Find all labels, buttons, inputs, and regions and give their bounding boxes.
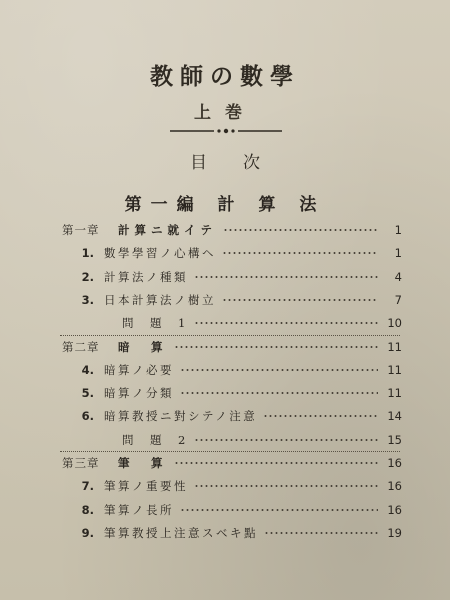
toc-chapter — [0, 338, 450, 356]
section-number: 3. — [81, 292, 94, 307]
leader-dots — [223, 221, 378, 239]
toc-section — [0, 524, 450, 542]
volume-label: 上巻 — [194, 103, 256, 123]
page-number: 4 — [394, 269, 402, 284]
page-number: 11 — [387, 386, 402, 401]
toc-chapter — [0, 221, 450, 239]
book-title: 教師の數學 — [150, 63, 300, 90]
page-number: 14 — [387, 409, 402, 424]
entry-title: 暗算教授ニ對シテノ注意 — [104, 409, 258, 424]
part-title: 第一編 計 算 法 — [124, 195, 326, 215]
entry-title: 筆算ノ長所 — [104, 502, 174, 517]
page-number: 16 — [387, 502, 402, 517]
toc-section — [0, 244, 450, 262]
toc-section — [0, 384, 450, 402]
section-number: 6. — [81, 409, 94, 424]
entry-title: 筆 算 — [118, 456, 168, 470]
toc-section — [0, 268, 450, 286]
page-number: 16 — [387, 479, 402, 494]
entry-title: 暗算ノ分類 — [104, 386, 174, 401]
page-number: 10 — [387, 316, 402, 331]
entry-title: 數學學習ノ心構ヘ — [104, 246, 216, 261]
entry-title: 日本計算法ノ樹立 — [104, 292, 216, 307]
entry-title: 暗 算 — [118, 339, 168, 354]
page-number: 11 — [387, 339, 402, 354]
leader-dots — [180, 501, 378, 519]
section-number: 1. — [81, 246, 94, 261]
toc-section — [0, 291, 450, 309]
toc-section — [0, 361, 450, 379]
section-number: 9. — [81, 525, 94, 540]
section-number: 7. — [81, 479, 94, 494]
leader-dots — [222, 291, 378, 309]
chapter-number: 第一章 — [62, 223, 100, 237]
entry-title: 筆算ノ重要性 — [104, 479, 188, 494]
leader-dots — [263, 407, 378, 425]
entry-title: 筆算教授上注意スベキ點 — [104, 525, 258, 540]
entry-title: 計算法ノ種類 — [104, 269, 188, 284]
page-number: 19 — [387, 525, 402, 540]
chapter-number: 第三章 — [62, 456, 100, 470]
leader-dots — [194, 268, 378, 286]
section-number: 5. — [81, 386, 94, 401]
section-number: 8. — [81, 502, 94, 517]
toc-chapter — [0, 454, 450, 472]
toc-section — [0, 501, 450, 519]
leader-dots — [174, 338, 379, 356]
leader-dots — [194, 431, 378, 449]
leader-dots — [264, 524, 378, 542]
toc-section — [0, 407, 450, 425]
page-number: 16 — [387, 456, 402, 470]
page-number: 15 — [387, 432, 402, 447]
section-number: 2. — [81, 269, 94, 284]
leader-dots — [180, 361, 378, 379]
page-number: 1 — [394, 223, 402, 237]
contents-heading: 目次 — [190, 153, 296, 173]
leader-dots — [180, 384, 378, 402]
entry-title: 問 題 1 — [122, 316, 188, 331]
toc-problem — [0, 431, 450, 449]
chapter-separator — [60, 451, 400, 452]
entry-title: 計算ニ就イテ — [118, 223, 217, 237]
page-number: 7 — [394, 292, 402, 307]
chapter-number: 第二章 — [62, 339, 100, 354]
leader-dots — [174, 454, 379, 472]
toc-problem — [0, 314, 450, 332]
leader-dots — [194, 477, 378, 495]
page-number: 11 — [387, 362, 402, 377]
leader-dots — [222, 244, 378, 262]
section-number: 4. — [81, 362, 94, 377]
toc-section — [0, 477, 450, 495]
page-number: 1 — [394, 246, 402, 261]
ornament-rule — [170, 128, 282, 134]
leader-dots — [194, 314, 378, 332]
entry-title: 問 題 2 — [122, 432, 188, 447]
chapter-separator — [60, 335, 400, 336]
entry-title: 暗算ノ必要 — [104, 362, 174, 377]
